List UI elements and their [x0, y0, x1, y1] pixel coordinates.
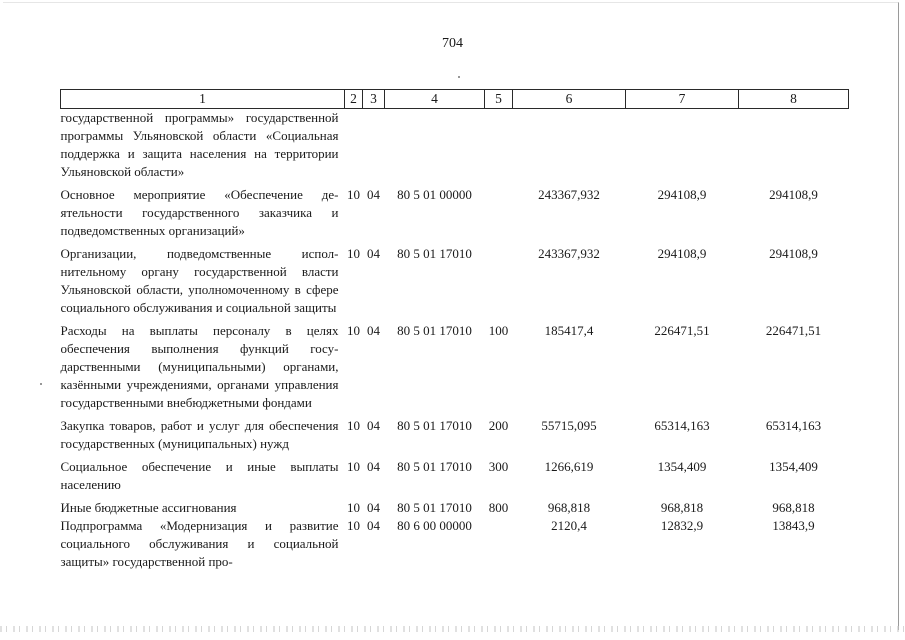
table-row [61, 453, 849, 494]
amount-col6: 968,818 [547, 500, 591, 515]
column-header: 7 [626, 90, 739, 109]
amount-col6: 243367,932 [538, 187, 600, 202]
section-code [345, 109, 363, 182]
amount-col8: 65314,163 [765, 418, 822, 433]
expense-type-code: 100 [488, 323, 509, 338]
amount-col7: 226471,51 [654, 323, 710, 338]
expense-type-code: 800 [488, 500, 509, 515]
section-code: 10 [347, 323, 360, 338]
section-code: 10 [347, 518, 360, 533]
table-row [61, 109, 849, 182]
subsection-code: 04 [367, 418, 380, 433]
column-header: 3 [363, 90, 385, 109]
row-name: Подпрограмма «Модернизация и развитие социального обслуживания и социальной защиты» государственной про- [60, 518, 339, 569]
amount-col6: 2120,4 [551, 518, 587, 533]
target-article-code: 80 5 01 17010 [397, 459, 472, 474]
target-article-code: 80 5 01 17010 [397, 323, 472, 338]
amount-col8: 13843,9 [772, 518, 815, 533]
table-row [61, 517, 849, 571]
amount-col6 [513, 109, 626, 182]
row-name: Закупка товаров, работ и услуг для обеспечения государственных (муниципальных) нужд [60, 418, 339, 451]
page-number: 704 [442, 36, 463, 51]
section-code: 10 [347, 500, 360, 515]
expense-type-code [485, 109, 513, 182]
amount-col7: 294108,9 [657, 246, 707, 261]
target-article-code: 80 5 01 17010 [397, 418, 472, 433]
column-header: 1 [61, 90, 345, 109]
subsection-code: 04 [367, 500, 380, 515]
section-code: 10 [347, 459, 360, 474]
subsection-code: 04 [367, 187, 380, 202]
target-article-code: 80 6 00 00000 [397, 518, 472, 533]
subsection-code: 04 [367, 518, 380, 533]
scan-noise-strip [0, 626, 905, 632]
amount-col7: 12832,9 [660, 518, 704, 533]
subsection-code: 04 [367, 323, 380, 338]
table-row [61, 240, 849, 317]
column-header: 4 [385, 90, 485, 109]
row-name: Расходы на выплаты персоналу в целях обеспечения выполнения функций государственными (муниципальными) органами, казёнными учреждениями, органами управления государственными внебюджетными фондами [60, 323, 339, 410]
budget-table [60, 89, 849, 571]
column-header: 2 [345, 90, 363, 109]
expense-type-code: 300 [488, 459, 509, 474]
amount-col6: 55715,095 [541, 418, 597, 433]
row-name: Социальное обеспечение и иные выплаты населению [60, 459, 339, 492]
expense-type-code [485, 240, 513, 317]
expense-type-code [485, 181, 513, 240]
scan-speck [458, 76, 460, 78]
amount-col7: 968,818 [660, 500, 704, 515]
amount-col7: 294108,9 [657, 187, 707, 202]
expense-type-code [485, 517, 513, 571]
target-article-code: 80 5 01 17010 [397, 246, 472, 261]
subsection-code: 04 [367, 459, 380, 474]
row-name: Организации, подведомственные исполнительному органу государственной власти Ульяновской области, уполномоченному в сфере социального обслуживания и социальной защиты [60, 246, 339, 315]
amount-col6: 185417,4 [544, 323, 594, 338]
expense-type-code: 200 [488, 418, 509, 433]
section-code: 10 [347, 187, 360, 202]
amount-col6: 1266,619 [544, 459, 594, 474]
target-article-code: 80 5 01 00000 [397, 187, 472, 202]
amount-col8: 294108,9 [769, 246, 818, 261]
row-name: Основное мероприятие «Обеспечение деятельности государственного заказчика и подведомственных организаций» [60, 187, 339, 238]
subsection-code [363, 109, 385, 182]
amount-col7: 65314,163 [654, 418, 710, 433]
section-code: 10 [347, 418, 360, 433]
amount-col8 [739, 109, 849, 182]
table-row [61, 494, 849, 517]
amount-col8: 226471,51 [765, 323, 822, 338]
amount-col7 [626, 109, 739, 182]
table-row [61, 317, 849, 412]
column-header: 8 [739, 90, 849, 109]
table-row [61, 412, 849, 453]
amount-col8: 968,818 [772, 500, 815, 515]
column-header: 5 [485, 90, 513, 109]
table-header-row [61, 90, 849, 109]
subsection-code: 04 [367, 246, 380, 261]
row-name: Иные бюджетные ассигнования [60, 500, 237, 515]
target-article-code: 80 5 01 17010 [397, 500, 472, 515]
row-name: государственной программы» государственной программы Ульяновской области «Социальная поддержка и защита населения на территории Ульяновской области» [60, 110, 339, 179]
amount-col7: 1354,409 [657, 459, 707, 474]
amount-col8: 1354,409 [769, 459, 818, 474]
target-article-code [385, 109, 485, 182]
column-header: 6 [513, 90, 626, 109]
amount-col6: 243367,932 [538, 246, 600, 261]
section-code: 10 [347, 246, 360, 261]
table-row [61, 181, 849, 240]
scan-speck [40, 383, 42, 385]
amount-col8: 294108,9 [769, 187, 818, 202]
